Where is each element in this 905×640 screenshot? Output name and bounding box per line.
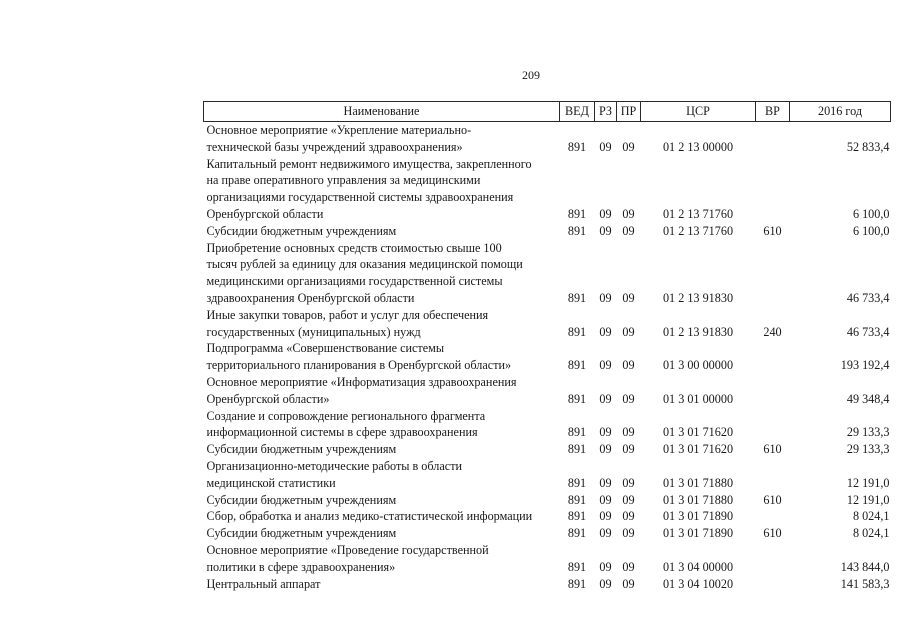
- table-row: [204, 542, 891, 576]
- row-name: [204, 542, 560, 576]
- row-csr: 01 3 01 71620: [662, 442, 734, 457]
- row-amount: 8 024,1: [852, 526, 890, 541]
- row-pr: 09: [622, 290, 635, 305]
- row-ved: 891: [567, 442, 587, 457]
- row-name: [204, 508, 560, 525]
- row-ved: 891: [567, 475, 587, 490]
- row-pr: 09: [622, 358, 635, 373]
- table-row: [204, 492, 891, 509]
- row-name-line: Оренбургской области»: [206, 391, 330, 406]
- row-vr: [756, 122, 790, 156]
- row-vr: [756, 576, 790, 593]
- row-csr: 01 3 01 00000: [662, 391, 734, 406]
- row-rz: 09: [599, 358, 612, 373]
- table-row: [204, 525, 891, 542]
- row-name: [204, 492, 560, 509]
- header-pr: ПР: [617, 102, 641, 122]
- row-csr: 01 3 00 00000: [662, 358, 734, 373]
- row-csr: 01 3 01 71890: [662, 509, 734, 524]
- row-ved: 891: [567, 324, 587, 339]
- row-name: [204, 576, 560, 593]
- header-ved: ВЕД: [560, 102, 595, 122]
- row-name: [204, 458, 560, 492]
- row-amount: 6 100,0: [852, 206, 890, 221]
- row-rz: 09: [599, 206, 612, 221]
- row-name-line: территориального планирования в Оренбургской области»: [206, 358, 512, 373]
- row-csr: 01 3 01 71890: [662, 526, 734, 541]
- header-vr: ВР: [756, 102, 790, 122]
- row-vr: 610: [763, 526, 782, 541]
- header-csr: ЦСР: [641, 102, 756, 122]
- row-name: [204, 340, 560, 374]
- row-vr: [756, 156, 790, 223]
- row-name-line: Капитальный ремонт недвижимого имущества, закрепленного: [206, 156, 532, 171]
- row-name: [204, 240, 560, 307]
- row-name-line: Основное мероприятие «Проведение государственной: [206, 542, 489, 557]
- table-row: [204, 223, 891, 240]
- row-rz: 09: [599, 290, 612, 305]
- row-name: [204, 525, 560, 542]
- row-ved: 891: [567, 391, 587, 406]
- row-amount: 46 733,4: [846, 324, 890, 339]
- row-ved: 891: [567, 559, 587, 574]
- row-vr: 240: [763, 324, 782, 339]
- table-row: [204, 122, 891, 156]
- row-ved: 891: [567, 223, 587, 238]
- row-name-line: на праве оперативного управления за медицинскими: [206, 173, 481, 188]
- header-rz: РЗ: [595, 102, 617, 122]
- row-name-line: технической базы учреждений здравоохранения»: [206, 139, 463, 154]
- budget-table: [203, 101, 891, 592]
- row-vr: [756, 240, 790, 307]
- row-vr: [756, 340, 790, 374]
- row-vr: [756, 542, 790, 576]
- row-amount: 6 100,0: [852, 223, 890, 238]
- row-csr: 01 3 04 10020: [662, 576, 734, 591]
- row-name-line: Иные закупки товаров, работ и услуг для обеспечения: [206, 307, 489, 322]
- header-year: 2016 год: [790, 102, 891, 122]
- row-pr: 09: [622, 223, 635, 238]
- row-vr: [756, 508, 790, 525]
- row-amount: 12 191,0: [846, 492, 890, 507]
- row-name-line: Субсидии бюджетным учреждениям: [206, 223, 397, 238]
- row-ved: 891: [567, 425, 587, 440]
- row-vr: 610: [763, 223, 782, 238]
- row-pr: 09: [622, 139, 635, 154]
- row-csr: 01 3 04 00000: [662, 559, 734, 574]
- row-name: [204, 307, 560, 341]
- row-amount: 29 133,3: [846, 425, 890, 440]
- row-name-line: государственных (муниципальных) нужд: [206, 324, 421, 339]
- row-amount: 193 192,4: [840, 358, 890, 373]
- row-ved: 891: [567, 526, 587, 541]
- row-pr: 09: [622, 442, 635, 457]
- row-rz: 09: [599, 324, 612, 339]
- row-pr: 09: [622, 526, 635, 541]
- row-rz: 09: [599, 442, 612, 457]
- row-rz: 09: [599, 576, 612, 591]
- row-name-line: Оренбургской области: [206, 206, 324, 221]
- row-amount: 12 191,0: [846, 475, 890, 490]
- table-row: [204, 576, 891, 593]
- row-name-line: Субсидии бюджетным учреждениям: [206, 526, 397, 541]
- row-name-line: Приобретение основных средств стоимостью свыше 100: [206, 240, 502, 255]
- row-rz: 09: [599, 391, 612, 406]
- row-csr: 01 2 13 71760: [662, 206, 734, 221]
- row-name-line: Основное мероприятие «Информатизация здравоохранения: [206, 374, 517, 389]
- row-csr: 01 3 01 71880: [662, 492, 734, 507]
- row-name-line: Организационно-методические работы в области: [206, 458, 463, 473]
- row-ved: 891: [567, 139, 587, 154]
- row-name: [204, 223, 560, 240]
- row-pr: 09: [622, 324, 635, 339]
- row-name-line: Сбор, обработка и анализ медико-статистической информации: [206, 509, 533, 524]
- row-ved: 891: [567, 509, 587, 524]
- row-csr: 01 2 13 00000: [662, 139, 734, 154]
- table-body: [204, 122, 891, 593]
- row-rz: 09: [599, 223, 612, 238]
- row-name-line: организациями государственной системы здравоохранения: [206, 190, 514, 205]
- table-row: [204, 408, 891, 442]
- row-name-line: Основное мероприятие «Укрепление материально-: [206, 123, 472, 137]
- table-row: [204, 441, 891, 458]
- row-name: [204, 441, 560, 458]
- row-name-line: Центральный аппарат: [206, 576, 321, 591]
- row-pr: 09: [622, 559, 635, 574]
- row-rz: 09: [599, 475, 612, 490]
- row-name: [204, 156, 560, 223]
- row-name-line: Субсидии бюджетным учреждениям: [206, 442, 397, 457]
- row-pr: 09: [622, 475, 635, 490]
- row-ved: 891: [567, 358, 587, 373]
- table-row: [204, 240, 891, 307]
- row-pr: 09: [622, 206, 635, 221]
- row-vr: 610: [763, 442, 782, 457]
- row-rz: 09: [599, 559, 612, 574]
- row-rz: 09: [599, 509, 612, 524]
- row-name: [204, 408, 560, 442]
- table-row: [204, 307, 891, 341]
- row-rz: 09: [599, 425, 612, 440]
- row-csr: 01 2 13 71760: [662, 223, 734, 238]
- table-row: [204, 156, 891, 223]
- table-header-row: [204, 102, 891, 122]
- table-row: [204, 508, 891, 525]
- row-pr: 09: [622, 576, 635, 591]
- row-ved: 891: [567, 290, 587, 305]
- row-rz: 09: [599, 139, 612, 154]
- row-pr: 09: [622, 509, 635, 524]
- table-row: [204, 458, 891, 492]
- table-row: [204, 340, 891, 374]
- row-name-line: информационной системы в сфере здравоохранения: [206, 425, 478, 440]
- row-name-line: политики в сфере здравоохранения»: [206, 559, 396, 574]
- row-name-line: Субсидии бюджетным учреждениям: [206, 492, 397, 507]
- row-csr: 01 3 01 71620: [662, 425, 734, 440]
- row-pr: 09: [622, 492, 635, 507]
- page-number: 209: [522, 68, 540, 82]
- row-name-line: медицинскими организациями государственной системы: [206, 274, 503, 289]
- row-name-line: Подпрограмма «Совершенствование системы: [206, 341, 445, 356]
- row-name-line: Создание и сопровождение регионального фрагмента: [206, 408, 486, 423]
- row-vr: [756, 374, 790, 408]
- row-amount: 143 844,0: [840, 559, 890, 574]
- row-name-line: тысяч рублей за единицу для оказания медицинской помощи: [206, 257, 523, 272]
- row-name: [204, 374, 560, 408]
- row-csr: 01 3 01 71880: [662, 475, 734, 490]
- row-amount: 46 733,4: [846, 290, 890, 305]
- row-csr: 01 2 13 91830: [662, 324, 734, 339]
- row-vr: [756, 458, 790, 492]
- row-ved: 891: [567, 492, 587, 507]
- row-name-line: медицинской статистики: [206, 475, 336, 490]
- row-amount: 52 833,4: [846, 139, 890, 154]
- row-amount: 49 348,4: [846, 391, 890, 406]
- row-vr: 610: [763, 492, 782, 507]
- row-ved: 891: [567, 206, 587, 221]
- row-amount: 29 133,3: [846, 442, 890, 457]
- row-name: [204, 122, 560, 156]
- row-csr: 01 2 13 91830: [662, 290, 734, 305]
- row-pr: 09: [622, 425, 635, 440]
- row-name-line: здравоохранения Оренбургской области: [206, 290, 415, 305]
- header-name: Наименование: [204, 102, 560, 122]
- row-amount: 141 583,3: [840, 576, 890, 591]
- row-rz: 09: [599, 526, 612, 541]
- row-vr: [756, 408, 790, 442]
- table-row: [204, 374, 891, 408]
- row-rz: 09: [599, 492, 612, 507]
- row-amount: 8 024,1: [852, 509, 890, 524]
- row-ved: 891: [567, 576, 587, 591]
- row-pr: 09: [622, 391, 635, 406]
